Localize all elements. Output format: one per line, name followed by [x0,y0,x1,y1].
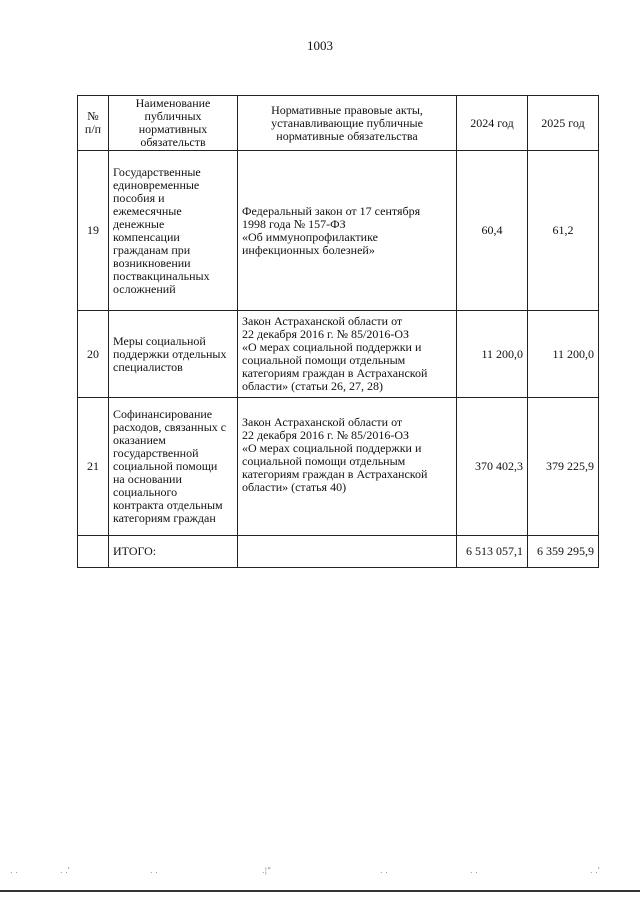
row-2025: 11 200,0 [528,311,599,398]
table-header-row [78,96,599,151]
bottom-border-line [0,890,640,892]
row-act: Закон Астраханской области от 22 декабря 2016 г. № 85/2016-ОЗ «О мерах социальной поддержки и социальной помощи отдельным категориям граждан в Астраханской области» (статья 40) [238,398,457,536]
table-row [78,398,599,536]
row-2025: 61,2 [528,151,599,311]
row-num: 19 [78,151,109,311]
row-2024: 370 402,3 [457,398,528,536]
row-num: 21 [78,398,109,536]
header-acts: Нормативные правовые акты, устанавливающие публичные нормативные обязательства [238,96,457,151]
row-act: Федеральный закон от 17 сентября 1998 года № 157-ФЗ «Об иммунопрофилактике инфекционных болезней» [238,151,457,311]
row-2024: 11 200,0 [457,311,528,398]
row-act: Закон Астраханской области от 22 декабря 2016 г. № 85/2016-ОЗ «О мерах социальной поддержки и социальной помощи отдельным категориям граждан в Астраханской области» (статьи 26, 27, 28) [238,311,457,398]
row-2025: 379 225,9 [528,398,599,536]
table-row [78,151,599,311]
header-num: № п/п [78,96,109,151]
row-num: 20 [78,311,109,398]
total-num-empty [78,536,109,568]
header-name: Наименование публичных нормативных обязательств [109,96,238,151]
page-number: 1003 [307,38,333,53]
total-2025: 6 359 295,9 [528,536,599,568]
header-2025: 2025 год [528,96,599,151]
obligations-table [77,95,599,568]
table-row [78,311,599,398]
total-act-empty [238,536,457,568]
total-row [78,536,599,568]
total-label: ИТОГО: [109,536,238,568]
row-name: Государственные единовременные пособия и ежемесячные денежные компенсации гражданам при возникновении поствакцинальных осложнений [109,151,238,311]
total-2024: 6 513 057,1 [457,536,528,568]
row-name: Софинансирование расходов, связанных с оказанием государственной социальной помощи на основании социального контракта отдельным категориям граждан [109,398,238,536]
row-name: Меры социальной поддержки отдельных специалистов [109,311,238,398]
header-2024: 2024 год [457,96,528,151]
row-2024: 60,4 [457,151,528,311]
